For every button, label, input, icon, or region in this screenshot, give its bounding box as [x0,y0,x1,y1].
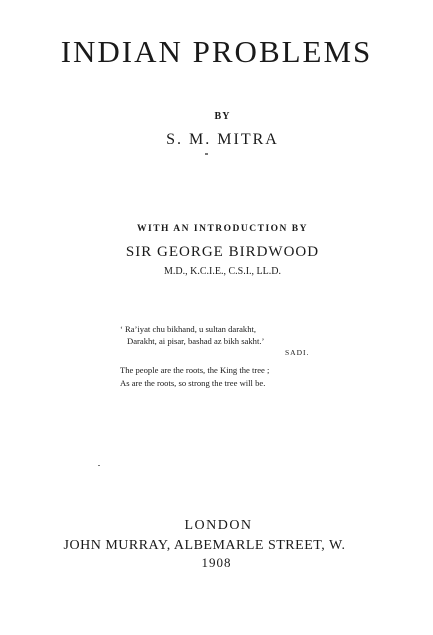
introduction-label: WITH AN INTRODUCTION BY [137,224,308,234]
imprint-year: 1908 [201,555,232,570]
translation-line-2: As are the roots, so strong the tree will be. [120,378,266,388]
scan-speck [205,153,208,155]
author-name: S. M. MITRA [166,131,279,148]
epigraph-line-1: ‘ Ra’iyat chu bikhand, u sultan darakht, [120,324,257,334]
by-label: BY [214,111,231,122]
introducer-degrees: M.D., K.C.I.E., C.S.I., LL.D. [164,266,281,277]
imprint-city: LONDON [184,518,253,533]
book-title: INDIAN PROBLEMS [60,34,373,69]
introducer-name: SIR GEORGE BIRDWOOD [125,244,320,260]
scan-speck [98,465,100,466]
epigraph-attribution: SADI. [285,348,310,357]
translation-line-1: The people are the roots, the King the tree ; [120,365,270,375]
imprint-publisher: JOHN MURRAY, ALBEMARLE STREET, W. [63,538,346,553]
epigraph-line-2: Darakht, ai pisar, bashad az bikh sakht.’ [127,336,265,346]
